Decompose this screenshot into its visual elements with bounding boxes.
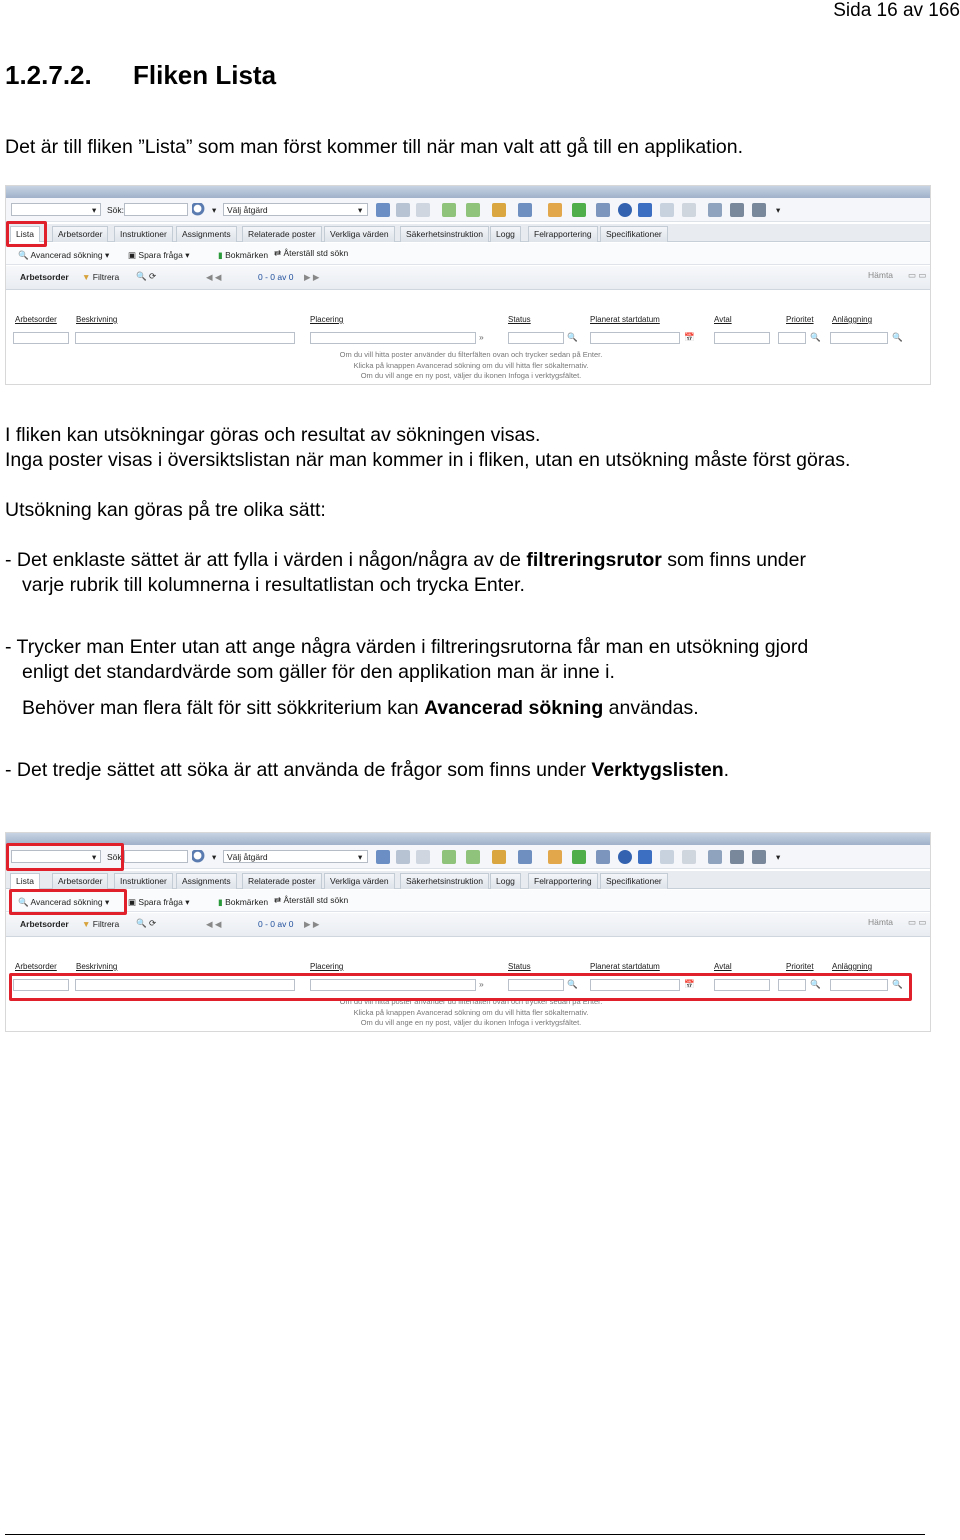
reset-search-button[interactable]: ⇄ Återställ std sökn	[274, 895, 349, 905]
grid-settings-icon[interactable]: ▭ ▭	[908, 270, 927, 280]
para-methods-intro: Utsökning kan göras på tre olika sätt:	[5, 499, 326, 521]
print-setup-icon[interactable]	[682, 850, 696, 864]
approve-icon[interactable]	[618, 203, 632, 217]
edit-icon[interactable]	[416, 850, 430, 864]
back-icon[interactable]	[442, 203, 456, 217]
page-number: Sida 16 av 166	[833, 0, 960, 21]
bullet-2-line-2: enligt det standardvärde som gäller för den applikation man är inne i.	[22, 661, 615, 683]
tab-verkliga-varden[interactable]: Verkliga värden	[324, 226, 395, 242]
highlight-lista-tab	[6, 221, 47, 247]
highlight-advanced-search	[9, 889, 127, 915]
bookmarks-button[interactable]: ▮ Bokmärken	[218, 250, 269, 260]
filter-anlaggning[interactable]	[830, 332, 888, 344]
printer-icon[interactable]	[730, 850, 744, 864]
tab-lista[interactable]: Lista	[10, 873, 40, 889]
highlight-filter-row	[9, 973, 912, 1001]
filter-startdatum[interactable]	[590, 332, 680, 344]
tab-assignments[interactable]: Assignments	[176, 873, 237, 889]
window-titlebar	[6, 186, 930, 198]
advanced-search-button[interactable]: 🔍 Avancerad sökning ▾	[18, 250, 110, 260]
filter-placering[interactable]	[310, 332, 476, 344]
tab-instruktioner[interactable]: Instruktioner	[114, 873, 173, 889]
grid-title: Arbetsorder	[20, 272, 69, 282]
approve-icon[interactable]	[618, 850, 632, 864]
tab-logg[interactable]: Logg	[490, 873, 521, 889]
report-icon[interactable]	[708, 850, 722, 864]
filter-status[interactable]	[508, 332, 564, 344]
empty-list-info: Om du vill hitta poster använder du filterfälten ovan och trycker sedan på Enter. Klicka på knappen Avancerad sökning om du vill hitta fler sökalternativ. Om du vill ange en ny post, väljer du ikonen Infoga i verktygsfältet.	[339, 350, 603, 380]
tab-relaterade-poster[interactable]: Relaterade poster	[242, 873, 322, 889]
save-icon[interactable]	[396, 850, 410, 864]
filter-arbetsorder[interactable]	[13, 332, 69, 344]
grid-search-icon[interactable]: 🔍 ⟳	[136, 918, 157, 928]
printer-alt-icon[interactable]	[752, 850, 766, 864]
attachment-icon[interactable]	[660, 850, 674, 864]
tab-arbetsorder[interactable]: Arbetsorder	[52, 873, 108, 889]
checkmark-icon[interactable]	[572, 850, 586, 864]
col-beskrivning[interactable]: Beskrivning	[76, 962, 118, 971]
next-page-icon[interactable]: ▶ ▶	[304, 919, 320, 929]
col-prioritet[interactable]: Prioritet	[786, 962, 814, 971]
action-select-label: Välj åtgärd	[227, 852, 268, 862]
insert-icon[interactable]	[376, 850, 390, 864]
grid-title: Arbetsorder	[20, 919, 69, 929]
col-anlaggning[interactable]: Anläggning	[832, 315, 873, 324]
bullet-1-line-2: varje rubrik till kolumnerna i resultatlistan och trycka Enter.	[22, 574, 525, 596]
tab-specifikationer[interactable]: Specifikationer	[600, 226, 668, 242]
record-range: 0 - 0 av 0	[258, 919, 294, 929]
next-page-icon[interactable]: ▶ ▶	[304, 272, 320, 282]
tab-logg[interactable]: Logg	[490, 226, 521, 242]
tab-instruktioner[interactable]: Instruktioner	[114, 226, 173, 242]
col-planerat-startdatum[interactable]: Planerat startdatum	[590, 962, 660, 971]
forward-icon[interactable]	[466, 203, 480, 217]
col-prioritet[interactable]: Prioritet	[786, 315, 814, 324]
bullet-2-line-3: Behöver man flera fält för sitt sökkriterium kan Avancerad sökning användas.	[22, 697, 699, 719]
gauge-icon[interactable]	[548, 850, 562, 864]
printer-alt-icon[interactable]	[752, 203, 766, 217]
attachment-icon[interactable]	[660, 203, 674, 217]
back-icon[interactable]	[442, 850, 456, 864]
tab-arbetsorder[interactable]: Arbetsorder	[52, 226, 108, 242]
grid-settings-icon[interactable]: ▭ ▭	[908, 917, 927, 927]
tab-verkliga-varden[interactable]: Verkliga värden	[324, 873, 395, 889]
magnifier-icon[interactable]	[192, 203, 206, 217]
footer-divider	[5, 1534, 925, 1535]
col-beskrivning[interactable]: Beskrivning	[76, 315, 118, 324]
para-line-1: I fliken kan utsökningar göras och resultat av sökningen visas.	[5, 424, 541, 446]
filter-button[interactable]: ▼ Filtrera	[82, 919, 120, 929]
magnifier-icon[interactable]	[192, 850, 206, 864]
filter-button[interactable]: ▼ Filtrera	[82, 272, 120, 282]
user-icon[interactable]	[518, 850, 532, 864]
fetch-link[interactable]: Hämta	[868, 917, 894, 927]
tab-felrapportering[interactable]: Felrapportering	[528, 873, 598, 889]
chevron-down-icon[interactable]: ▾	[776, 852, 781, 862]
screenshot-search-areas: ▾ Sök: ▾ Välj åtgärd ▾ ▾ Lista Arbetsorder Instruktioner Assignments Relaterade poster Verkliga värden Säkerhetsinstruktion Logg Felrapportering Specifikationer 🔍 Avancerad sökning ▾ ▣ Spara fråga ▾ ▮ Bokmärken ⇄ Återställ std sökn Arbetsorder ▼ Filtrera 🔍 ⟳ ◀ ◀ 0 - 0 av 0 ▶ ▶ Hämta ▭ ▭ Arbetsorder Beskrivning Placering Status Planerat startdatum Avtal Prioritet Anläggning » 🔍 📅 🔍 🔍 Om du vill hitta poster använder du filterfälten ovan och trycker sedan på Enter. Klicka på knappen Avancerad sökning om du vill hitta fler sökalternativ. Om du vill ange en ny post, väljer du ikonen Infoga i verktygsfältet.	[5, 832, 931, 1032]
report-icon[interactable]	[708, 203, 722, 217]
search-value-input[interactable]	[124, 850, 188, 863]
barcode-icon[interactable]	[596, 203, 610, 217]
bookmarks-button[interactable]: ▮ Bokmärken	[218, 897, 269, 907]
col-avtal[interactable]: Avtal	[714, 962, 732, 971]
search-input[interactable]	[11, 203, 101, 216]
prev-page-icon[interactable]: ◀ ◀	[206, 272, 222, 282]
window-titlebar	[6, 833, 930, 845]
col-status[interactable]: Status	[508, 315, 531, 324]
intro-text: Det är till fliken ”Lista” som man först kommer till när man valt att gå till en applikation.	[5, 136, 744, 158]
print-setup-icon[interactable]	[682, 203, 696, 217]
gauge-icon[interactable]	[548, 203, 562, 217]
highlight-search-field	[6, 843, 124, 871]
prev-page-icon[interactable]: ◀ ◀	[206, 919, 222, 929]
bullet-3: - Det tredje sättet att söka är att använda de frågor som finns under Verktygslisten.	[5, 759, 730, 781]
filter-prioritet[interactable]	[778, 332, 806, 344]
record-range: 0 - 0 av 0	[258, 272, 294, 282]
filter-avtal[interactable]	[714, 332, 770, 344]
tab-relaterade-poster[interactable]: Relaterade poster	[242, 226, 322, 242]
chevron-down-icon[interactable]: ▾	[776, 205, 781, 215]
col-avtal[interactable]: Avtal	[714, 315, 732, 324]
grid-search-icon[interactable]: 🔍 ⟳	[136, 271, 157, 281]
col-placering[interactable]: Placering	[310, 315, 344, 324]
col-placering[interactable]: Placering	[310, 962, 344, 971]
save-query-button[interactable]: ▣ Spara fråga ▾	[128, 897, 190, 907]
col-status[interactable]: Status	[508, 962, 531, 971]
insert-icon[interactable]	[376, 203, 390, 217]
search-label: Sök:	[107, 205, 125, 215]
search-value-input[interactable]	[124, 203, 188, 216]
action-select-label: Välj åtgärd	[227, 205, 268, 215]
bullet-2-line-1: - Trycker man Enter utan att ange några värden i filtreringsrutorna får man en utsökning gjord	[5, 636, 809, 658]
close-icon[interactable]	[638, 203, 652, 217]
tab-lista[interactable]: Lista	[10, 226, 40, 242]
para-line-2: Inga poster visas i översiktslistan när man kommer in i fliken, utan en utsökning måste först göras.	[5, 449, 851, 471]
barcode-icon[interactable]	[596, 850, 610, 864]
col-arbetsorder[interactable]: Arbetsorder	[15, 962, 57, 971]
user-icon[interactable]	[518, 203, 532, 217]
tab-assignments[interactable]: Assignments	[176, 226, 237, 242]
save-query-button[interactable]: ▣ Spara fråga ▾	[128, 250, 190, 260]
section-number: 1.2.7.2.	[5, 60, 92, 90]
workflow-icon[interactable]	[492, 203, 506, 217]
tab-specifikationer[interactable]: Specifikationer	[600, 873, 668, 889]
section-heading	[5, 60, 276, 91]
filter-beskrivning[interactable]	[75, 332, 295, 344]
workflow-icon[interactable]	[492, 850, 506, 864]
edit-icon[interactable]	[416, 203, 430, 217]
col-arbetsorder[interactable]: Arbetsorder	[15, 315, 57, 324]
col-planerat-startdatum[interactable]: Planerat startdatum	[590, 315, 660, 324]
tab-sakerhetsinstruktion[interactable]: Säkerhetsinstruktion	[400, 226, 489, 242]
advanced-search-button[interactable]: 🔍 Avancerad sökning ▾	[18, 897, 110, 907]
col-anlaggning[interactable]: Anläggning	[832, 962, 873, 971]
empty-list-info: Om du vill hitta poster använder du filterfälten ovan och trycker sedan på Enter. Klicka på knappen Avancerad sökning om du vill hitta fler sökalternativ. Om du vill ange en ny post, väljer du ikonen Infoga i verktygsfältet.	[339, 997, 603, 1027]
close-icon[interactable]	[638, 850, 652, 864]
screenshot-lista-tab: ▾ Sök: ▾ Välj åtgärd ▾ ▾ Lista Arbetsorder Instruktioner Assignments Relaterade poster Verkliga värden Säkerhetsinstruktion Logg Felrapportering Specifikationer 🔍 Avancerad sökning ▾ ▣ Spara fråga ▾ ▮ Bokmärken ⇄ Återställ std sökn Arbetsorder ▼ Filtrera 🔍 ⟳ ◀ ◀ 0 - 0 av 0 ▶ ▶ Hämta ▭ ▭ Arbetsorder Beskrivning Placering Status Planerat startdatum Avtal Prioritet Anläggning » 🔍 📅 🔍 🔍 Om du vill hitta poster använder du filterfälten ovan och trycker sedan på Enter. Klicka på knappen Avancerad sökning om du vill hitta fler sökalternativ. Om du vill ange en ny post, väljer du ikonen Infoga i verktygsfältet.	[5, 185, 931, 385]
bullet-1-line-1: - Det enklaste sättet är att fylla i värden i någon/några av de filtreringsrutor som finns under	[5, 549, 806, 571]
search-label: Sök:	[107, 852, 125, 862]
save-icon[interactable]	[396, 203, 410, 217]
reset-search-button[interactable]: ⇄ Återställ std sökn	[274, 248, 349, 258]
tab-felrapportering[interactable]: Felrapportering	[528, 226, 598, 242]
section-title: Fliken Lista	[133, 60, 277, 90]
printer-icon[interactable]	[730, 203, 744, 217]
checkmark-icon[interactable]	[572, 203, 586, 217]
tab-sakerhetsinstruktion[interactable]: Säkerhetsinstruktion	[400, 873, 489, 889]
fetch-link[interactable]: Hämta	[868, 270, 894, 280]
forward-icon[interactable]	[466, 850, 480, 864]
